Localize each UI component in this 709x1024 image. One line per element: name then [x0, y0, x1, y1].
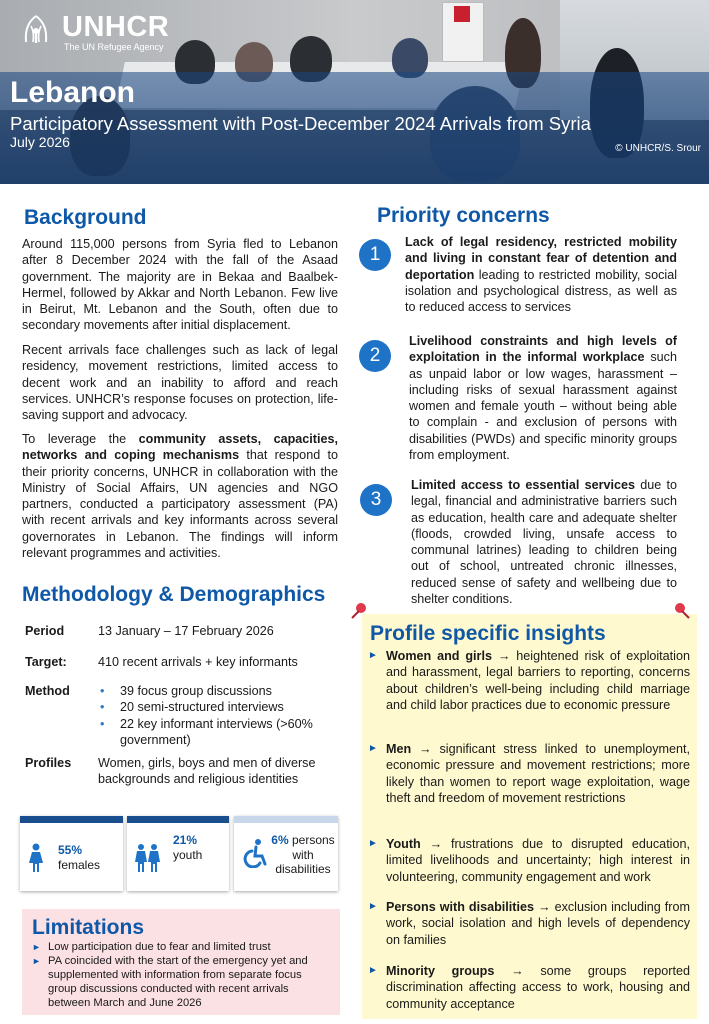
insight-item-youth — [368, 836, 690, 885]
methodology-heading: Methodology & Demographics — [22, 583, 326, 606]
youth-label: youth — [173, 847, 203, 862]
insight-group: Men — [386, 742, 412, 756]
limitations-item: ► PA coincided with the start of the emergency yet and supplemented with information from separate focus group discussions conducted with recent arrivals between March and June 2026 — [32, 954, 332, 1010]
insight-text: → frustrations due to disrupted education, limited livelihoods and uncertainty; high interest in volunteering, community engagement and work — [386, 837, 690, 884]
background-p3-rest: that respond to their priority concerns, UNHCR in collaboration with the Ministry of Social Affairs, UN agencies and NGO partners, conducted a participatory assessment (PA) with recent arrivals and key informants across several governorates in Lebanon. The findings will inform relevant programmes and activities. — [22, 448, 338, 561]
background-paragraph-2: Recent arrivals face challenges such as lack of legal residency, movement restrictions, limited access to decent work and an inability to afford and reach services. UNHCR’s response focuses on protection, life-saving support and advocacy. — [22, 343, 338, 423]
background-paragraph-3 — [22, 431, 338, 561]
priority-item-text: due to legal, financial and administrative barriers such as education, health care and adequate shelter (floods, crowded living, unsafe access to communal latrines) leading to children being out of school, untreated chronic illnesses, reduced sense of safety and wellbeing due to shelter conditions. — [411, 478, 678, 607]
page-title: Lebanon — [10, 76, 135, 109]
insight-text: → exclusion including from work, social isolation and high levels of dependency on families — [386, 900, 690, 947]
method-list — [98, 683, 338, 748]
bullet-arrow-icon: ► — [368, 965, 378, 976]
disabilities-label-c: disabilities — [275, 862, 331, 876]
insight-group: Youth — [386, 837, 421, 851]
bullet-arrow-icon: ► — [368, 901, 378, 912]
youth-icon — [135, 843, 161, 873]
profiles-value: Women, girls, boys and men of diverse backgrounds and religious identities — [98, 756, 316, 787]
demographic-card-disabilities — [234, 816, 338, 891]
insights-heading: Profile specific insights — [370, 622, 606, 645]
method-label: Method — [25, 684, 70, 698]
logo-tagline: The UN Refugee Agency — [64, 42, 164, 52]
unhcr-emblem-icon — [18, 12, 54, 48]
limitations-item: ► Low participation due to fear and limited trust — [32, 940, 332, 954]
insight-group: Women and girls — [386, 649, 492, 663]
insight-text: → some groups reported discrimination affecting access to work, housing and community acceptance — [386, 964, 690, 1011]
logo-name: UNHCR — [62, 11, 170, 43]
priority-item-text: such as unpaid labor or low wages, harassment – including risks of sexual harassment against women and female youth – without being able to complain - and exclusion of persons with disabilities (PWDs) and specific minority groups from employment. — [409, 350, 677, 463]
priority-item-1 — [405, 234, 677, 315]
disabilities-label-a: persons — [291, 833, 335, 847]
priority-item-bold: Lack of legal residency, restricted mobility and living in constant fear of detention and deportation — [405, 235, 677, 282]
target-label: Target: — [25, 655, 67, 669]
period-value: 13 January – 17 February 2026 — [98, 624, 274, 638]
priority-number-badge: 3 — [360, 484, 392, 516]
background-paragraph-1: Around 115,000 persons from Syria fled to Lebanon after 8 December 2024 with the fall of the Asaad government. The majority are in Bekaa and Baalbek-Hermel, followed by Akkar and North Lebanon. Few live in Beirut, Mt. Lebanon and the South, often due to secondary movements after initial displacement. — [22, 237, 338, 333]
profiles-label: Profiles — [25, 756, 72, 770]
pushpin-icon — [673, 602, 691, 620]
unhcr-logo — [18, 12, 169, 52]
females-pct: 55% — [58, 843, 83, 857]
method-item: • 39 focus group discussions — [98, 683, 338, 699]
insight-group: Minority groups — [386, 964, 495, 978]
priority-item-bold: Livelihood constraints and high levels of exploitation in the informal workplace — [409, 334, 677, 365]
bullet-arrow-icon: ► — [368, 838, 378, 849]
wheelchair-icon — [241, 838, 269, 868]
pushpin-icon — [350, 602, 368, 620]
priority-number-badge: 2 — [359, 340, 391, 372]
females-label: females — [58, 857, 101, 872]
limitations-list — [32, 940, 332, 1010]
period-label: Period — [25, 624, 65, 638]
background-p3-emphasis: community assets, capacities, networks and coping mechanisms — [22, 432, 338, 463]
demographic-card-females — [20, 816, 123, 891]
insight-item-women-girls — [368, 648, 690, 713]
insights-box — [362, 614, 697, 1019]
priority-number-badge: 1 — [359, 239, 391, 271]
demographic-card-youth — [127, 816, 229, 891]
background-heading: Background — [24, 206, 147, 229]
photo-credit: © UNHCR/S. Srour — [615, 143, 701, 154]
bullet-arrow-icon: ► — [368, 650, 378, 661]
disabilities-label-b: with — [292, 847, 314, 862]
youth-pct: 21% — [173, 833, 198, 847]
target-value: 410 recent arrivals + key informants — [98, 655, 298, 669]
limitations-heading: Limitations — [32, 916, 145, 939]
hero-photo-banner-emblem — [454, 6, 470, 22]
insight-text: → significant stress linked to unemployment, economic pressure and movement restrictions; more likely than women to report wage exploitation, wage theft and freedom of movement restrictions — [386, 742, 690, 805]
insight-item-men — [368, 741, 690, 806]
priority-item-3 — [411, 477, 677, 607]
insight-group: Persons with disabilities — [386, 900, 534, 914]
hero-banner — [0, 0, 709, 184]
priority-item-bold: Limited access to essential services — [411, 478, 635, 492]
insight-text: → heightened risk of exploitation and harassment, legal barriers to reporting, concerns about children’s well-being including child marriage and child labor practices due to economic pressure — [386, 649, 690, 712]
insight-item-disabilities — [368, 899, 690, 948]
priority-item-2 — [409, 333, 677, 463]
page-date: July 2026 — [10, 134, 70, 150]
disabilities-pct: 6% — [271, 833, 289, 847]
limitations-box — [22, 909, 340, 1015]
insight-item-minority — [368, 963, 690, 1012]
method-item: • 20 semi-structured interviews — [98, 699, 338, 715]
bullet-arrow-icon: ► — [368, 743, 378, 754]
female-icon — [28, 843, 44, 873]
priority-item-text: leading to restricted mobility, social isolation and psychological distress, as well as to reduced access to services — [405, 267, 677, 315]
method-item: • 22 key informant interviews (>60% government) — [98, 716, 338, 749]
background-p3-lead: To leverage the — [22, 432, 139, 446]
priority-heading: Priority concerns — [377, 204, 550, 227]
page-subtitle: Participatory Assessment with Post-December 2024 Arrivals from Syria — [10, 113, 591, 134]
